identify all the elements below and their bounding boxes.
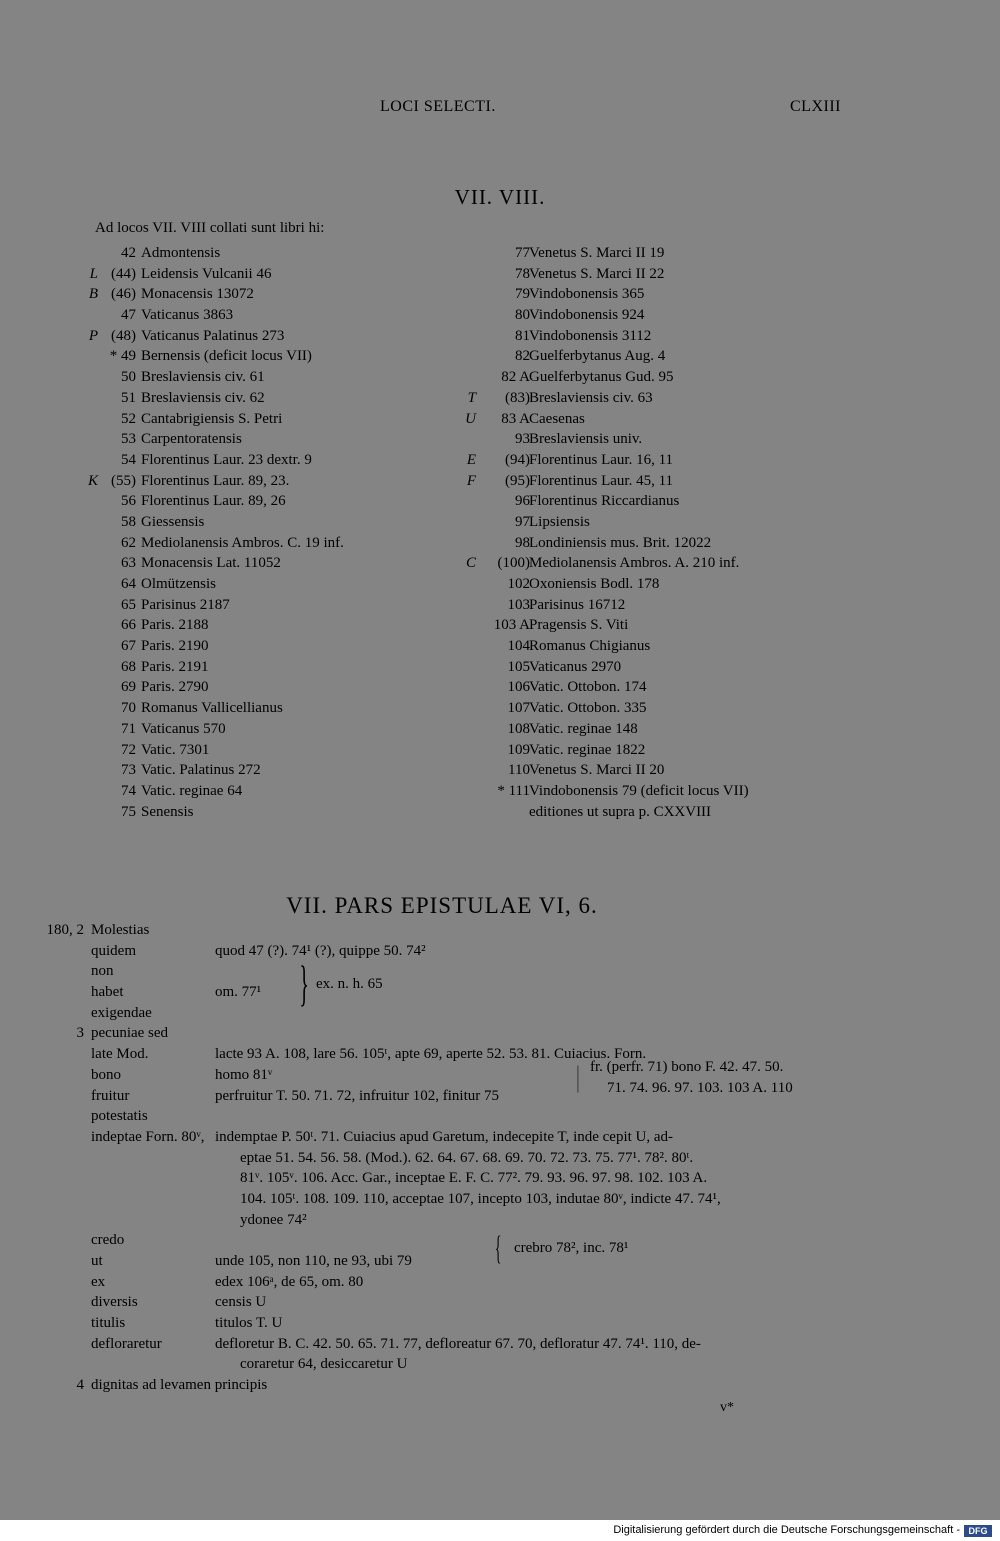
manuscript-name: Vaticanus 3863 <box>141 307 234 324</box>
manuscript-number: 109 <box>507 741 530 758</box>
manuscript-number: 108 <box>507 720 530 737</box>
lemma: dignitas ad levamen principis <box>91 1377 268 1394</box>
manuscript-name: Vindobonensis 924 <box>529 307 645 324</box>
apparatus-row <box>0 1354 1000 1375</box>
manuscript-number: * 111 <box>497 782 530 799</box>
manuscript-name: Vatic. Ottobon. 174 <box>529 679 647 696</box>
manuscript-name: Vatic. reginae 148 <box>529 720 638 737</box>
manuscript-number: 50 <box>121 369 136 386</box>
lemma: Molestias <box>91 922 150 938</box>
variant-reading: 81ᵛ. 105ᵛ. 106. Acc. Gar., inceptae E. F. C. 77². 79. 93. 96. 97. 98. 102. 103 A. <box>240 1170 708 1187</box>
variant-reading: defloretur B. C. 42. 50. 65. 71. 77, defloreatur 67. 70, defloratur 47. 74¹. 110, de- <box>215 1335 701 1352</box>
manuscript-number: (100) <box>497 555 530 572</box>
manuscript-number: 63 <box>121 555 136 572</box>
manuscript-name: Florentinus Laur. 45, 11 <box>529 472 674 489</box>
manuscript-name: Vindobonensis 3112 <box>529 327 652 344</box>
manuscript-name: Breslaviensis civ. 63 <box>529 389 653 406</box>
manuscript-number: 83 A <box>501 410 530 427</box>
manuscript-name: Paris. 2190 <box>141 638 209 655</box>
variant-reading: censis U <box>215 1294 267 1311</box>
manuscript-siglum: E <box>466 451 476 468</box>
lemma: pecuniae sed <box>91 1025 169 1042</box>
manuscript-name: Florentinus Laur. 89, 26 <box>141 493 286 510</box>
manuscript-number: (46) <box>111 286 136 303</box>
apparatus-row <box>0 1148 1000 1169</box>
manuscript-name: Vatic. reginae 1822 <box>529 741 646 758</box>
manuscript-number: * 49 <box>109 348 136 365</box>
variant-reading: edex 106ᵃ, de 65, om. 80 <box>215 1273 364 1290</box>
manuscript-siglum: U <box>465 410 476 427</box>
manuscript-name: Paris. 2188 <box>141 617 209 634</box>
apparatus-row <box>0 1272 1000 1293</box>
manuscript-name: Vaticanus 2970 <box>529 658 622 675</box>
variant-reading: unde 105, non 110, ne 93, ubi 79 <box>215 1253 412 1269</box>
manuscript-name: Vatic. 7301 <box>141 741 210 758</box>
manuscript-siglum: P <box>88 327 98 344</box>
section-intro: Ad locos VII. VIII collati sunt libri hi: <box>95 220 325 236</box>
manuscript-name: Romanus Vallicellianus <box>141 700 283 717</box>
manuscript-number: 105 <box>507 658 530 675</box>
manuscript-name: Vatic. Palatinus 272 <box>141 762 261 779</box>
side-note-bono-2: 71. 74. 96. 97. 103. 103 A. 110 <box>607 1080 793 1096</box>
manuscript-name: Bernensis (deficit locus VII) <box>141 348 312 365</box>
manuscript-name: Pragensis S. Viti <box>529 617 629 634</box>
manuscript-name: Carpentoratensis <box>141 431 242 448</box>
manuscript-name: Vindobonensis 365 <box>529 286 645 303</box>
manuscript-number: 56 <box>121 493 136 510</box>
apparatus-row <box>0 1168 1000 1189</box>
manuscript-number: 110 <box>508 762 530 779</box>
manuscript-name: Paris. 2191 <box>141 658 209 675</box>
manuscript-name: Monacensis 13072 <box>141 286 254 303</box>
lemma: titulis <box>91 1315 126 1332</box>
manuscript-number: 81 <box>515 327 530 344</box>
apparatus-row <box>0 1003 1000 1024</box>
lemma: diversis <box>91 1294 138 1311</box>
manuscript-name: Breslaviensis civ. 61 <box>141 369 265 386</box>
manuscript-number: (94) <box>505 451 530 468</box>
manuscript-name: Venetus S. Marci II 22 <box>529 265 665 282</box>
manuscript-number: 71 <box>121 720 136 737</box>
running-title: LOCI SELECTI. <box>380 98 496 115</box>
manuscript-number: 53 <box>121 431 136 448</box>
section-title-pars-epistulae: VII. PARS EPISTULAE VI, 6. <box>286 893 598 918</box>
manuscript-number: 103 A <box>493 617 530 634</box>
lemma: fruitur <box>91 1087 130 1104</box>
manuscript-number: 62 <box>121 534 136 551</box>
manuscript-number: 68 <box>121 658 136 675</box>
manuscript-name: Caesenas <box>529 410 585 427</box>
manuscript-name: Florentinus Laur. 16, 11 <box>529 451 674 468</box>
line-number: 3 <box>76 1025 84 1042</box>
variant-reading: indemptae P. 50ᵗ. 71. Cuiacius apud Garetum, indecepite T, inde cepit U, ad- <box>215 1128 674 1145</box>
manuscript-name: Breslaviensis civ. 62 <box>141 389 265 406</box>
manuscript-name: Vaticanus 570 <box>141 720 226 737</box>
signature-mark: v* <box>720 1400 734 1415</box>
side-note-ut: crebro 78², inc. 78¹ <box>514 1240 629 1256</box>
line-number: 180, 2 <box>46 922 84 938</box>
manuscript-number: 74 <box>121 782 136 799</box>
lemma: exigendae <box>91 1004 152 1021</box>
variant-reading: perfruitur T. 50. 71. 72, infruitur 102, finitur 75 <box>215 1087 499 1104</box>
manuscript-name: Vatic. reginae 64 <box>141 782 243 799</box>
manuscript-siglum: K <box>87 472 98 489</box>
line-number: 4 <box>76 1377 84 1394</box>
manuscript-name: Venetus S. Marci II 20 <box>529 762 665 779</box>
critical-apparatus <box>0 920 1000 1396</box>
manuscript-name: Paris. 2790 <box>141 679 209 696</box>
apparatus-row <box>0 1313 1000 1334</box>
variant-reading: quod 47 (?). 74¹ (?), quippe 50. 74² <box>215 942 426 959</box>
manuscript-siglum: F <box>466 472 476 489</box>
lemma: ex <box>91 1273 106 1290</box>
manuscript-name: Monacensis Lat. 11052 <box>141 555 281 572</box>
lemma: defloraretur <box>91 1335 162 1352</box>
brace-bono: | <box>576 1060 580 1093</box>
lemma: potestatis <box>91 1108 148 1125</box>
manuscript-number: 73 <box>121 762 136 779</box>
manuscript-name: Romanus Chigianus <box>529 638 651 655</box>
manuscript-number: 77 <box>515 245 530 261</box>
manuscript-number: 52 <box>121 410 136 427</box>
variant-reading: lacte 93 A. 108, lare 56. 105ᵗ, apte 69, aperte 52. 53. 81. Cuiacius. Forn. <box>215 1046 647 1063</box>
manuscript-name: Lipsiensis <box>529 513 590 530</box>
manuscript-name: Florentinus Laur. 89, 23. <box>141 472 290 489</box>
variant-reading: eptae 51. 54. 56. 58. (Mod.). 62. 64. 67. 68. 69. 70. 72. 73. 75. 77¹. 78². 80ᵗ. <box>240 1149 694 1166</box>
manuscript-number: (95) <box>505 472 530 489</box>
variant-reading: 104. 105ᵗ. 108. 109. 110, acceptae 107, incepto 103, indutae 80ᵛ, indicte 47. 74¹, <box>240 1190 721 1207</box>
manuscript-number: (44) <box>111 265 136 282</box>
manuscript-number: 72 <box>121 741 136 758</box>
manuscript-siglum: B <box>88 286 98 303</box>
lemma: ut <box>91 1253 103 1269</box>
variant-reading: om. 77¹ <box>215 984 262 1001</box>
variant-reading: coraretur 64, desiccaretur U <box>240 1356 408 1373</box>
brace-habet: } <box>299 955 309 1011</box>
manuscript-name: Parisinus 2187 <box>141 596 230 613</box>
manuscript-siglum: L <box>89 265 98 282</box>
manuscript-number: 65 <box>121 596 136 613</box>
manuscript-name: Londiniensis mus. Brit. 12022 <box>529 534 712 551</box>
lemma: quidem <box>91 942 136 959</box>
manuscript-number: 75 <box>121 803 136 820</box>
apparatus-row <box>0 1044 1000 1065</box>
lemma: bono <box>91 1066 121 1083</box>
manuscript-name: Vindobonensis 79 (deficit locus VII) <box>529 782 749 799</box>
manuscript-number: 51 <box>121 389 136 406</box>
manuscript-number: 66 <box>121 617 136 634</box>
manuscript-name: Florentinus Laur. 23 dextr. 9 <box>141 451 312 468</box>
manuscript-number: 58 <box>121 513 136 530</box>
lemma: indeptae Forn. 80ᵛ, <box>91 1128 205 1145</box>
manuscript-number: 80 <box>515 307 530 324</box>
manuscript-name: Guelferbytanus Aug. 4 <box>529 348 666 365</box>
manuscript-name: Venetus S. Marci II 19 <box>529 245 665 261</box>
manuscript-number: 104 <box>507 638 530 655</box>
apparatus-row <box>0 1086 1000 1107</box>
manuscript-name: Olmützensis <box>141 576 216 592</box>
manuscript-number: 93 <box>515 431 530 448</box>
manuscript-name: Senensis <box>141 803 194 820</box>
apparatus-row <box>0 961 1000 982</box>
lemma: credo <box>91 1232 125 1249</box>
manuscript-name: Giessensis <box>141 513 205 530</box>
variant-reading: titulos T. U <box>215 1315 283 1332</box>
manuscript-name: Mediolanensis Ambros. C. 19 inf. <box>141 534 344 551</box>
manuscript-number: (48) <box>111 327 136 344</box>
manuscript-number: 69 <box>121 679 136 696</box>
manuscript-name: editiones ut supra p. CXXVIII <box>529 803 712 820</box>
manuscript-number: 96 <box>515 493 530 510</box>
manuscript-number: 107 <box>507 700 530 717</box>
manuscript-name: Breslaviensis univ. <box>529 431 643 448</box>
manuscript-number: 79 <box>515 286 530 303</box>
manuscript-number: 103 <box>507 596 530 613</box>
manuscript-number: 78 <box>515 265 530 282</box>
apparatus-row <box>0 1375 1000 1396</box>
manuscript-name: Parisinus 16712 <box>529 596 626 613</box>
apparatus-row <box>0 1189 1000 1210</box>
lemma: habet <box>91 984 124 1001</box>
apparatus-row <box>0 1210 1000 1231</box>
brace-ut: { <box>494 1230 502 1267</box>
manuscript-name: Guelferbytanus Gud. 95 <box>529 369 674 386</box>
manuscript-number: 54 <box>121 451 136 468</box>
manuscript-number: 82 <box>515 348 530 365</box>
manuscript-siglum: C <box>465 555 476 572</box>
lemma: late Mod. <box>91 1046 149 1063</box>
apparatus-row <box>0 941 1000 962</box>
section-title-vii-viii: VII. VIII. <box>454 185 546 209</box>
dfg-logo: DFG <box>964 1525 992 1537</box>
manuscript-name: Vaticanus Palatinus 273 <box>141 327 285 344</box>
manuscript-number: 82 A <box>501 369 530 386</box>
manuscript-name: Leidensis Vulcanii 46 <box>141 265 272 282</box>
footer-bar <box>0 1522 1000 1541</box>
manuscript-name: Mediolanensis Ambros. A. 210 inf. <box>529 555 740 572</box>
manuscript-name: Oxoniensis Bodl. 178 <box>529 576 660 592</box>
footer-text: Digitalisierung gefördert durch die Deutsche Forschungsgemeinschaft - <box>613 1524 960 1536</box>
side-note-bono: fr. (perfr. 71) bono F. 42. 47. 50. <box>590 1059 784 1075</box>
apparatus-row <box>0 1065 1000 1086</box>
manuscript-number: 98 <box>515 534 530 551</box>
variant-reading: homo 81ᵛ <box>215 1066 273 1083</box>
variant-reading: ydonee 74² <box>240 1211 307 1228</box>
manuscript-name: Vatic. Ottobon. 335 <box>529 700 647 717</box>
manuscript-name: Florentinus Riccardianus <box>529 493 680 510</box>
page-number: CLXIII <box>790 98 841 115</box>
manuscript-number: (83) <box>505 389 530 406</box>
manuscript-number: (55) <box>111 472 136 489</box>
manuscript-number: 102 <box>507 576 530 592</box>
manuscript-name: Admontensis <box>141 245 221 261</box>
manuscript-name: Cantabrigiensis S. Petri <box>141 410 283 427</box>
apparatus-row <box>0 1292 1000 1313</box>
side-note-habet: ex. n. h. 65 <box>316 976 383 992</box>
apparatus-row <box>0 920 1000 941</box>
manuscript-number: 97 <box>515 513 530 530</box>
apparatus-row <box>0 982 1000 1003</box>
lemma: non <box>91 963 114 980</box>
manuscript-number: 67 <box>121 638 136 655</box>
manuscript-number: 70 <box>121 700 136 717</box>
apparatus-row <box>0 1334 1000 1355</box>
manuscript-number: 106 <box>507 679 530 696</box>
manuscript-number: 64 <box>121 576 136 592</box>
manuscript-number: 47 <box>121 307 136 324</box>
manuscript-number: 42 <box>121 245 136 261</box>
apparatus-row <box>0 1106 1000 1127</box>
apparatus-row <box>0 1023 1000 1044</box>
manuscript-siglum: T <box>467 389 476 406</box>
apparatus-row <box>0 1127 1000 1148</box>
